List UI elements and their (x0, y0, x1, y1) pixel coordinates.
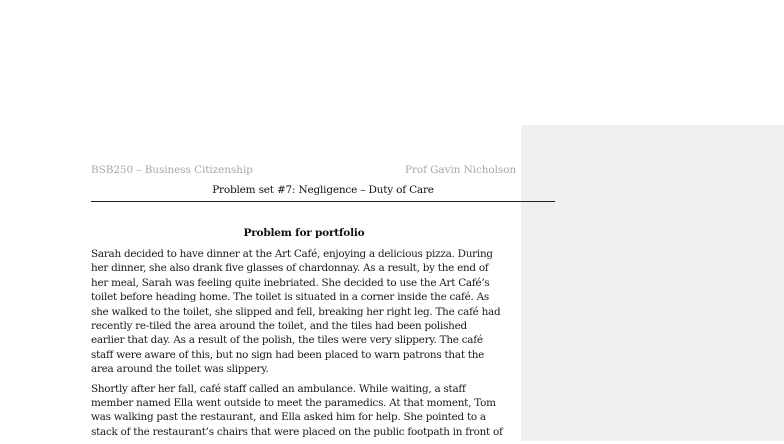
text-line: member named Ella went outside to meet the paramedics. At that moment, Tom (91, 397, 496, 410)
text-line: stack of the restaurant’s chairs that were placed on the public footpath in front of (91, 425, 503, 438)
paragraph-1 (91, 247, 517, 377)
text-line: Shortly after her fall, café staff called an ambulance. While waiting, a staff (91, 382, 466, 395)
section-heading: Problem for portfolio (243, 227, 365, 239)
text-line: earlier that day. As a result of the polish, the tiles were very slippery. The café (91, 334, 483, 347)
text-line: Sarah decided to have dinner at the Art Café, enjoying a delicious pizza. During (91, 248, 493, 260)
text-line: was walking past the restaurant, and Ella asked him for help. She pointed to a (91, 411, 486, 424)
header-rule (91, 201, 555, 202)
paragraph-2 (91, 382, 517, 440)
text-line: toilet before heading home. The toilet is situated in a corner inside the café. As (91, 291, 489, 304)
text-line: staff were aware of this, but no sign had been placed to warn patrons that the (91, 348, 485, 361)
text-line: her meal, Sarah was feeling quite inebriated. She decided to use the Art Café’s (91, 276, 490, 289)
course-header: BSB250 – Business Citizenship (91, 164, 253, 176)
text-line: recently re-tiled the area around the toilet, and the tiles had been polished (91, 320, 467, 333)
problem-set-title: Problem set #7: Negligence – Duty of Care (212, 184, 434, 196)
text-line: her dinner, she also drank five glasses of chardonnay. As a result, by the end of (91, 262, 489, 275)
document-body (91, 226, 517, 444)
text-line: she walked to the toilet, she slipped and fell, breaking her right leg. The café had (91, 305, 501, 318)
text-line: area around the toilet was slippery. (91, 363, 269, 376)
side-panel-background (521, 125, 784, 441)
professor-header: Prof Gavin Nicholson (405, 164, 517, 176)
